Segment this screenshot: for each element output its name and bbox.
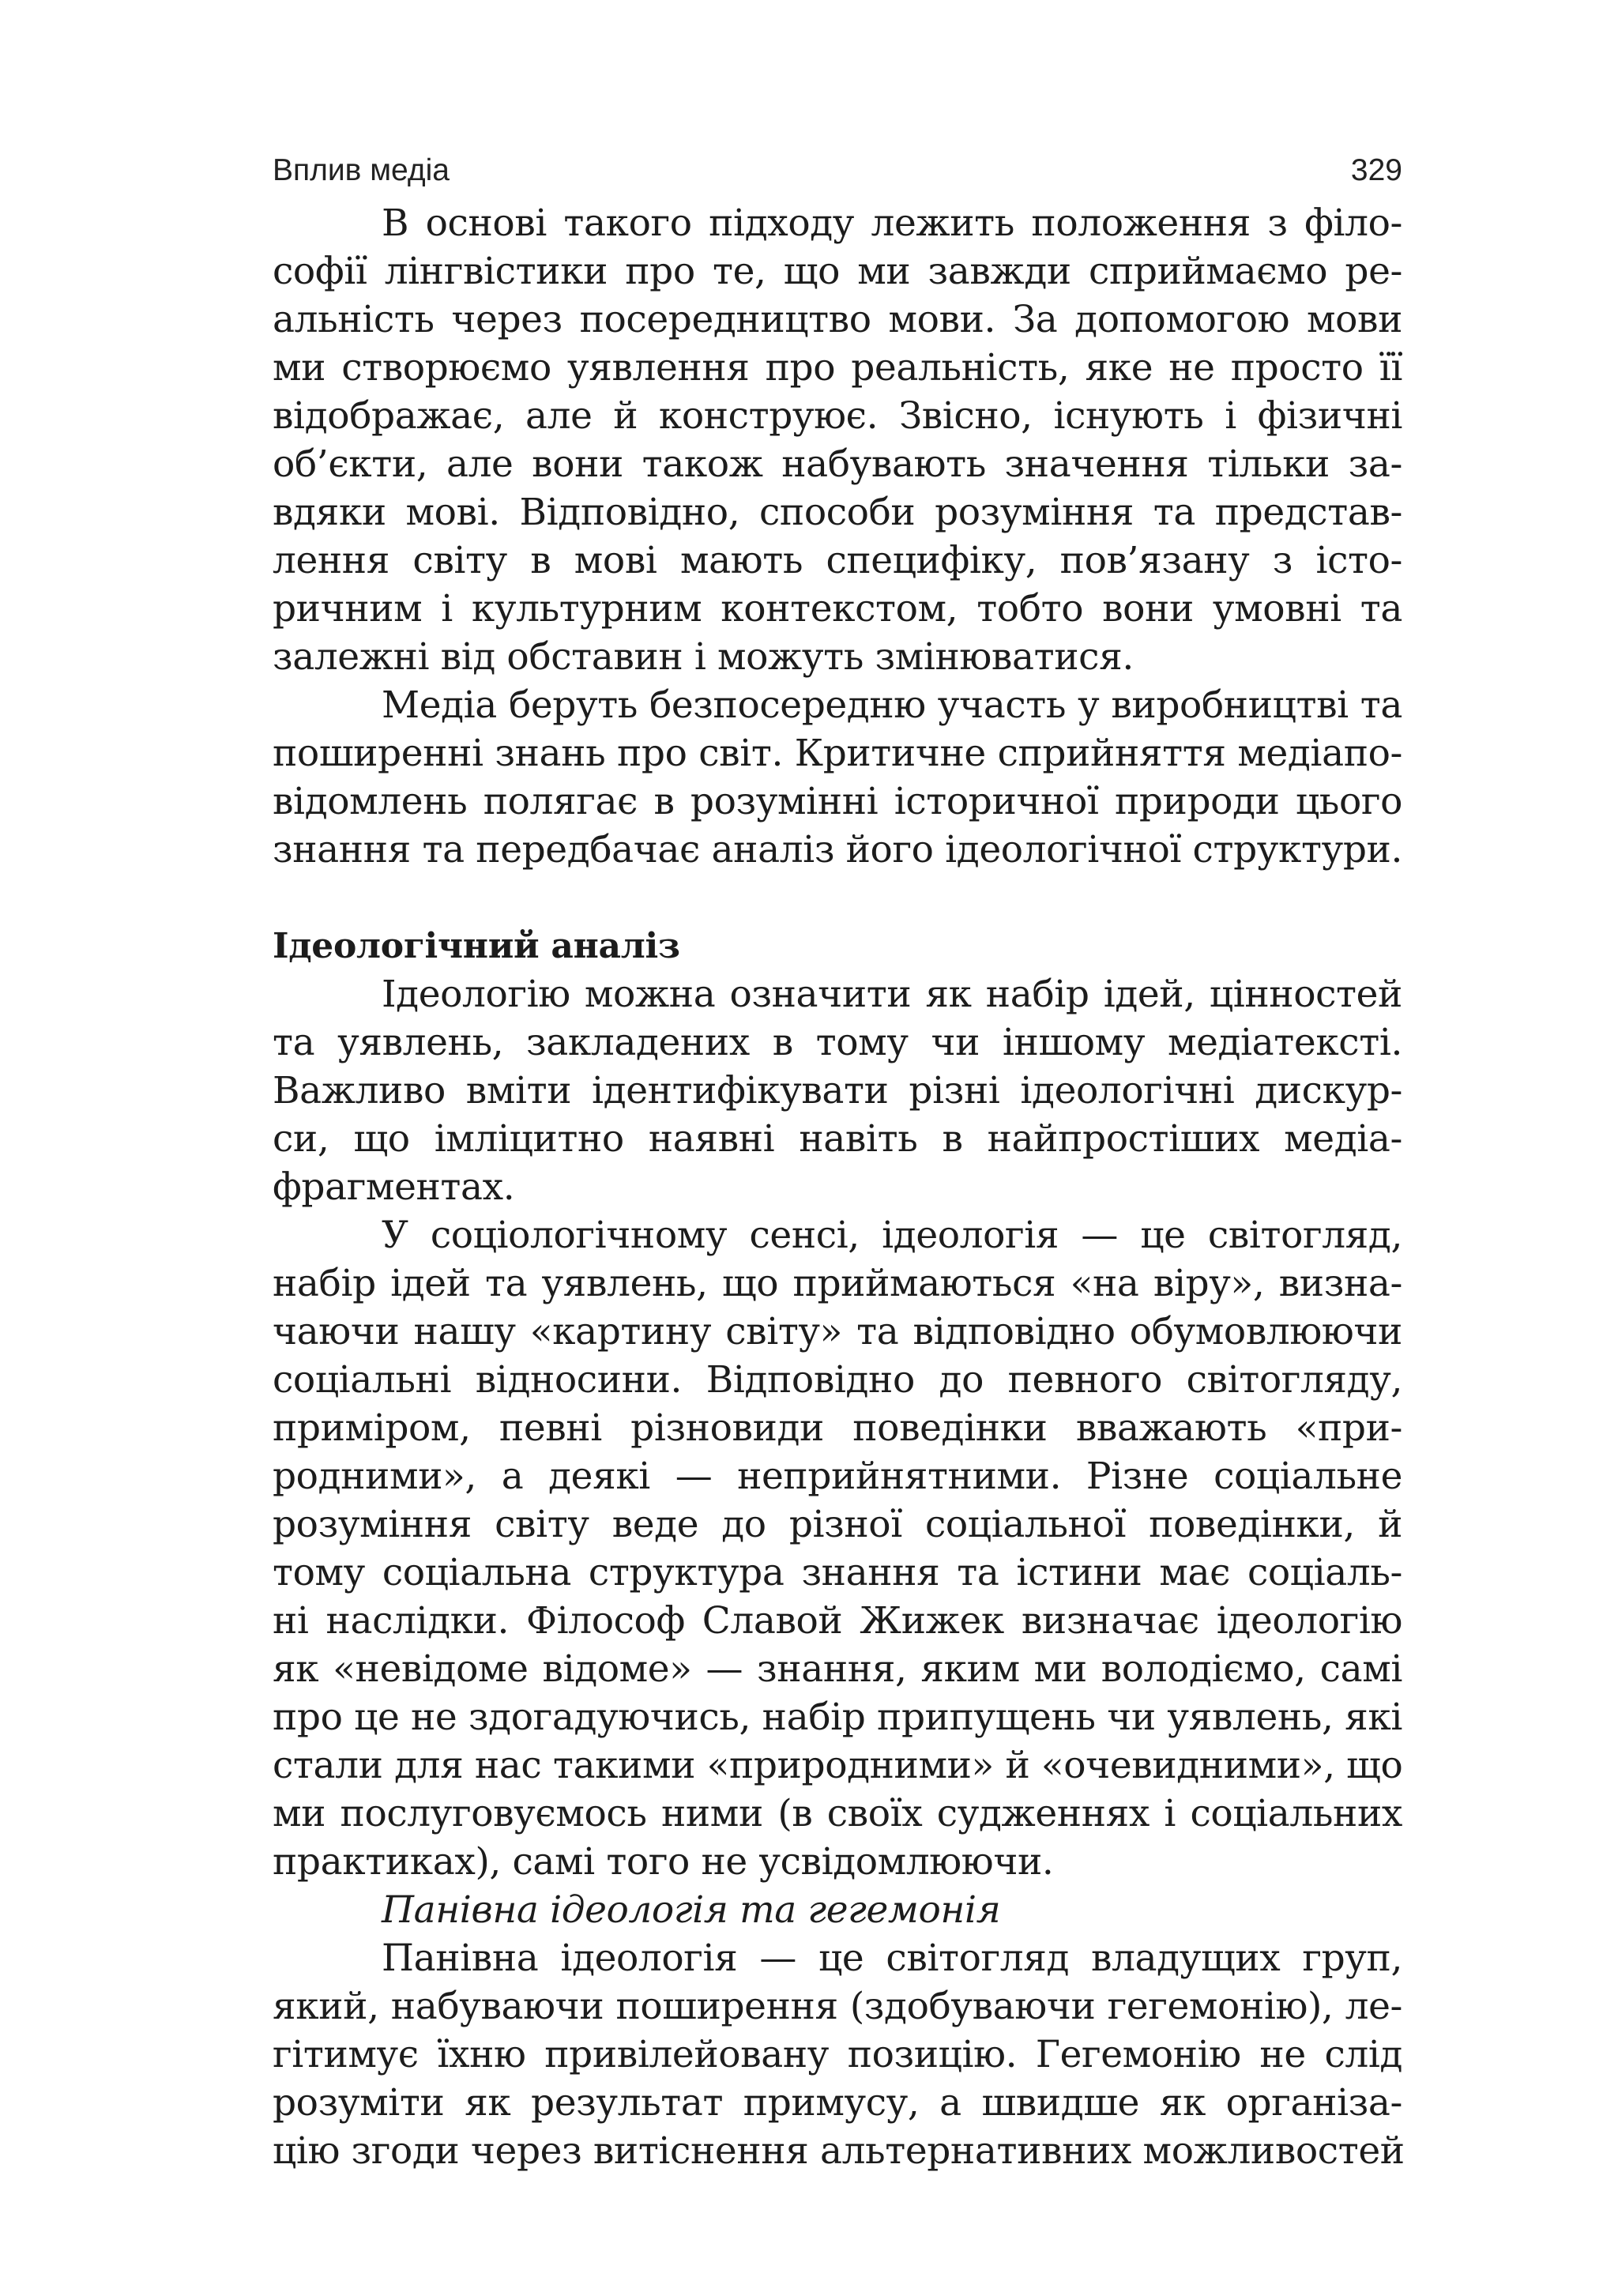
text-line: цію згоди через витіснення альтернативних можливостей bbox=[273, 2129, 1405, 2173]
text-line: який, набуваючи поширення (здобуваючи гегемонію), ле- bbox=[273, 1985, 1402, 2028]
text-line: ні наслідки. Філософ Славой Жижек визначає ідеологію bbox=[273, 1599, 1402, 1643]
text-line: чаючи нашу «картину світу» та відповідно обумовлюючи bbox=[273, 1310, 1402, 1353]
text-line: си, що імліцитно наявні навіть в найпростіших медіа- bbox=[273, 1117, 1402, 1161]
text-line: Медіа беруть безпосередню участь у виробництві та bbox=[382, 683, 1402, 727]
paragraph-sociological-ideology bbox=[273, 1211, 1402, 1886]
text-line: залежні від обставин і можуть змінюватися. bbox=[273, 635, 1134, 679]
text-line: ричним і культурним контекстом, тобто вони умовні та bbox=[273, 587, 1402, 630]
running-header bbox=[273, 142, 1402, 199]
paragraph-dominant-ideology bbox=[273, 1934, 1405, 2175]
text-line: соціальні відносини. Відповідно до певного світогляду, bbox=[273, 1358, 1402, 1402]
text-line: відображає, але й конструює. Звісно, існують і фізичні bbox=[273, 394, 1402, 438]
text-line: ми послуговуємось ними (в своїх судженнях і соціальних bbox=[273, 1792, 1402, 1835]
text-line: приміром, певні різновиди поведінки вважають «при- bbox=[273, 1406, 1402, 1450]
text-line: відомлень полягає в розумінні історичної природи цього bbox=[273, 780, 1402, 823]
text-line: Ідеологію можна означити як набір ідей, цінностей bbox=[382, 973, 1402, 1016]
text-line: знання та передбачає аналіз його ідеологічної структури. bbox=[273, 828, 1402, 871]
section-heading: Ідеологічний аналіз bbox=[273, 926, 680, 966]
text-line: як «невідоме відоме» — знання, яким ми володіємо, самі bbox=[273, 1647, 1402, 1691]
text-line: тому соціальна структура знання та істини має соціаль- bbox=[273, 1551, 1402, 1594]
running-title: Вплив медіа bbox=[273, 153, 450, 187]
text-line: стали для нас такими «природними» й «очевидними», що bbox=[273, 1744, 1403, 1787]
paragraph-ideology-definition bbox=[273, 970, 1402, 1211]
text-line: поширенні знань про світ. Критичне сприйняття медіапо- bbox=[273, 732, 1402, 775]
text-line: про це не здогадуючись, набір припущень чи уявлень, які bbox=[273, 1696, 1402, 1739]
text-line: та уявлень, закладених в тому чи іншому медіатексті. bbox=[273, 1021, 1402, 1064]
text-line: розуміти як результат примусу, а швидше як організа- bbox=[273, 2081, 1402, 2125]
paragraph-media-knowledge bbox=[273, 681, 1402, 874]
text-line: Важливо вміти ідентифікувати різні ідеологічні дискур- bbox=[273, 1069, 1402, 1112]
text-line: лення світу в мові мають специфіку, пов’язану з істо- bbox=[273, 539, 1402, 582]
text-line: практиках), самі того не усвідомлюючи. bbox=[273, 1840, 1054, 1884]
text-line: софії лінгвістики про те, що ми завжди сприймаємо ре- bbox=[273, 250, 1402, 293]
subsection-heading: Панівна ідеологія та гегемонія bbox=[382, 1888, 1001, 1932]
text-line: Панівна ідеологія — це світогляд владущих груп, bbox=[382, 1937, 1402, 1980]
text-line: вдяки мові. Відповідно, способи розуміння та представ- bbox=[273, 491, 1402, 534]
text-line: В основі такого підходу лежить положення з філо- bbox=[382, 201, 1402, 245]
text-line: родними», а деякі — неприйнятними. Різне соціальне bbox=[273, 1455, 1402, 1498]
text-line: ми створюємо уявлення про реальність, яке не просто її bbox=[273, 346, 1402, 390]
page-number: 329 bbox=[1350, 153, 1402, 187]
body-text bbox=[273, 199, 1405, 2175]
text-line: об’єкти, але вони також набувають значення тільки за- bbox=[273, 442, 1402, 486]
text-line: гітимує їхню привілейовану позицію. Гегемонію не слід bbox=[273, 2033, 1402, 2076]
text-line: У соціологічному сенсі, ідеологія — це світогляд, bbox=[382, 1214, 1402, 1257]
text-line: набір ідей та уявлень, що приймаються «на віру», визна- bbox=[273, 1262, 1402, 1305]
text-line: розуміння світу веде до різної соціальної поведінки, й bbox=[273, 1503, 1402, 1546]
paragraph-language-reality bbox=[273, 199, 1402, 681]
text-line: фрагментах. bbox=[273, 1165, 515, 1209]
book-page bbox=[273, 142, 1405, 2175]
text-line: альність через посередництво мови. За допомогою мови bbox=[273, 298, 1402, 341]
